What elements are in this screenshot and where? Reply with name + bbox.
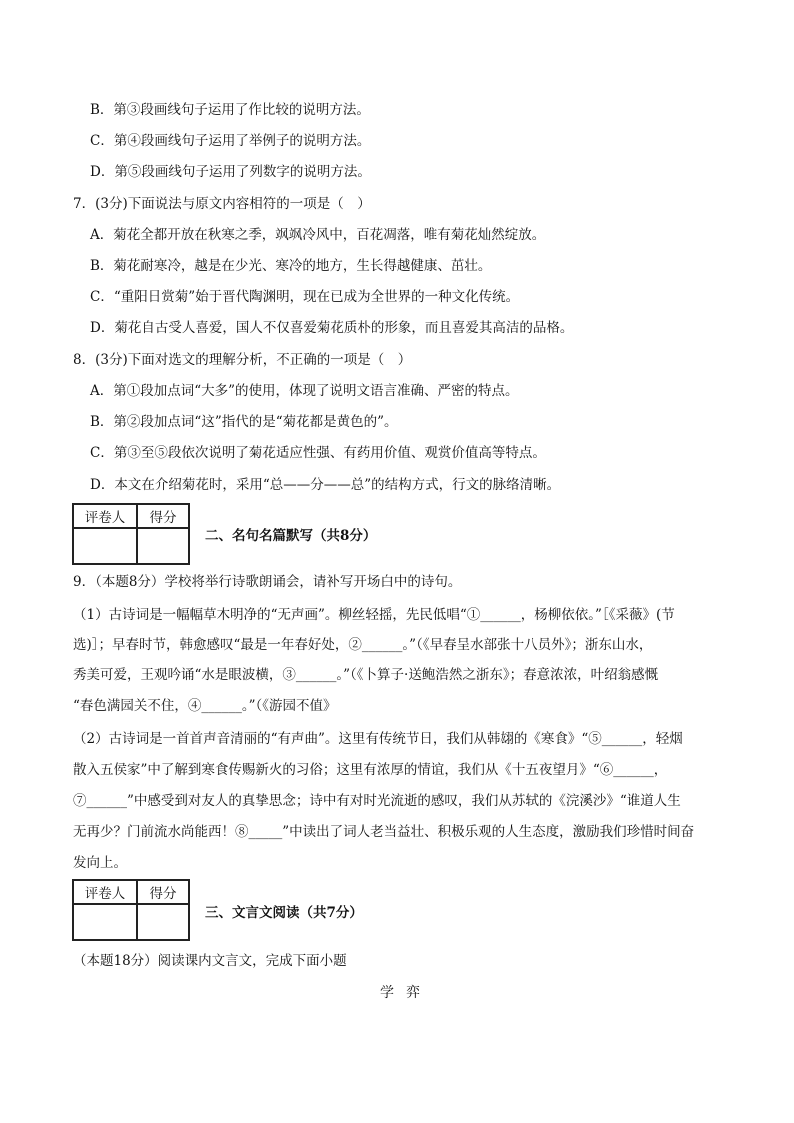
score-table-section2 bbox=[72, 503, 190, 565]
q9-p2-line4: 无再少？门前流水尚能西！⑧_____”中读出了词人老当益壮、积极乐观的人生态度，激励我们珍惜时间奋 bbox=[73, 824, 695, 840]
q8-option-c: C．第③至⑤段依次说明了菊花适应性强、有药用价值、观赏价值高等特点。 bbox=[90, 445, 546, 461]
q6-option-d: D．第⑤段画线句子运用了列数字的说明方法。 bbox=[90, 164, 371, 180]
passage-title: 学弈 bbox=[380, 985, 432, 1001]
q8-option-a: A．第①段加点词“大多”的使用，体现了说明文语言准确、严密的特点。 bbox=[90, 383, 519, 399]
q9-p1-line4: “春色满园关不住，④______。”（《游园不值》 bbox=[73, 698, 337, 714]
q8-stem: 8．(3分)下面对选文的理解分析，不正确的一项是（ ） bbox=[73, 352, 412, 368]
q6-option-b: B．第③段画线句子运用了作比较的说明方法。 bbox=[90, 102, 370, 118]
grader-header: 评卷人 bbox=[73, 504, 137, 528]
score-cell bbox=[137, 904, 189, 940]
score-cell bbox=[137, 528, 189, 564]
section-title-3: 三、文言文阅读（共7分） bbox=[205, 905, 363, 921]
q6-option-c: C．第④段画线句子运用了举例子的说明方法。 bbox=[90, 133, 371, 149]
q9-stem: 9．（本题8分）学校将举行诗歌朗诵会，请补写开场白中的诗句。 bbox=[73, 574, 462, 590]
grader-cell bbox=[73, 528, 137, 564]
section3-intro: （本题18分）阅读课内文言文，完成下面小题 bbox=[73, 953, 347, 969]
q8-option-b: B．第②段加点词“这”指代的是“菊花都是黄色的”。 bbox=[90, 414, 398, 430]
q8-option-d: D．本文在介绍菊花时，采用“总——分——总”的结构方式，行文的脉络清晰。 bbox=[90, 477, 561, 493]
section-title-2: 二、名句名篇默写（共8分） bbox=[205, 528, 377, 544]
q9-p1-line3: 秀美可爱，王观吟诵“水是眼波横，③______。”（《卜算子·送鲍浩然之浙东》；春意浓浓，叶绍翁感慨 bbox=[73, 667, 659, 683]
q9-p2-line5: 发向上。 bbox=[73, 855, 127, 871]
score-header: 得分 bbox=[137, 504, 189, 528]
q9-p1-line2: 选)］；早春时节，韩愈感叹“最是一年春好处，②______。”（《早春呈水部张十八员外》；浙东山水， bbox=[73, 637, 653, 653]
score-header: 得分 bbox=[137, 880, 189, 904]
grader-cell bbox=[73, 904, 137, 940]
score-table-section3 bbox=[72, 879, 190, 941]
q7-stem: 7．(3分)下面说法与原文内容相符的一项是（ ） bbox=[73, 196, 371, 212]
q7-option-d: D．菊花自古受人喜爱，国人不仅喜爱菊花质朴的形象，而且喜爱其高洁的品格。 bbox=[90, 320, 574, 336]
q7-option-b: B．菊花耐寒冷，越是在少光、寒冷的地方，生长得越健康、茁壮。 bbox=[90, 258, 492, 274]
q7-option-c: C．“重阳日赏菊”始于晋代陶渊明，现在已成为全世界的一种文化传统。 bbox=[90, 289, 520, 305]
q9-p2-line2: 散入五侯家”中了解到寒食传赐新火的习俗；这里有浓厚的情谊，我们从《十五夜望月》“⑥______， bbox=[73, 762, 668, 778]
grader-header: 评卷人 bbox=[73, 880, 137, 904]
q9-p2-line1: （2）古诗词是一首首声音清丽的“有声曲”。这里有传统节日，我们从韩翃的《寒食》“⑤______，轻烟 bbox=[73, 731, 683, 747]
q9-p1-line1: （1）古诗词是一幅幅草木明净的“无声画”。柳丝轻摇，先民低唱“①______，杨柳依依。”［《采薇》(节 bbox=[73, 607, 675, 623]
q7-option-a: A．菊花全都开放在秋寒之季，飒飒冷风中，百花凋落，唯有菊花灿然绽放。 bbox=[90, 227, 546, 243]
q9-p2-line3: ⑦______”中感受到对友人的真挚思念；诗中有对时光流逝的感叹，我们从苏轼的《浣溪沙》“谁道人生 bbox=[73, 793, 681, 809]
